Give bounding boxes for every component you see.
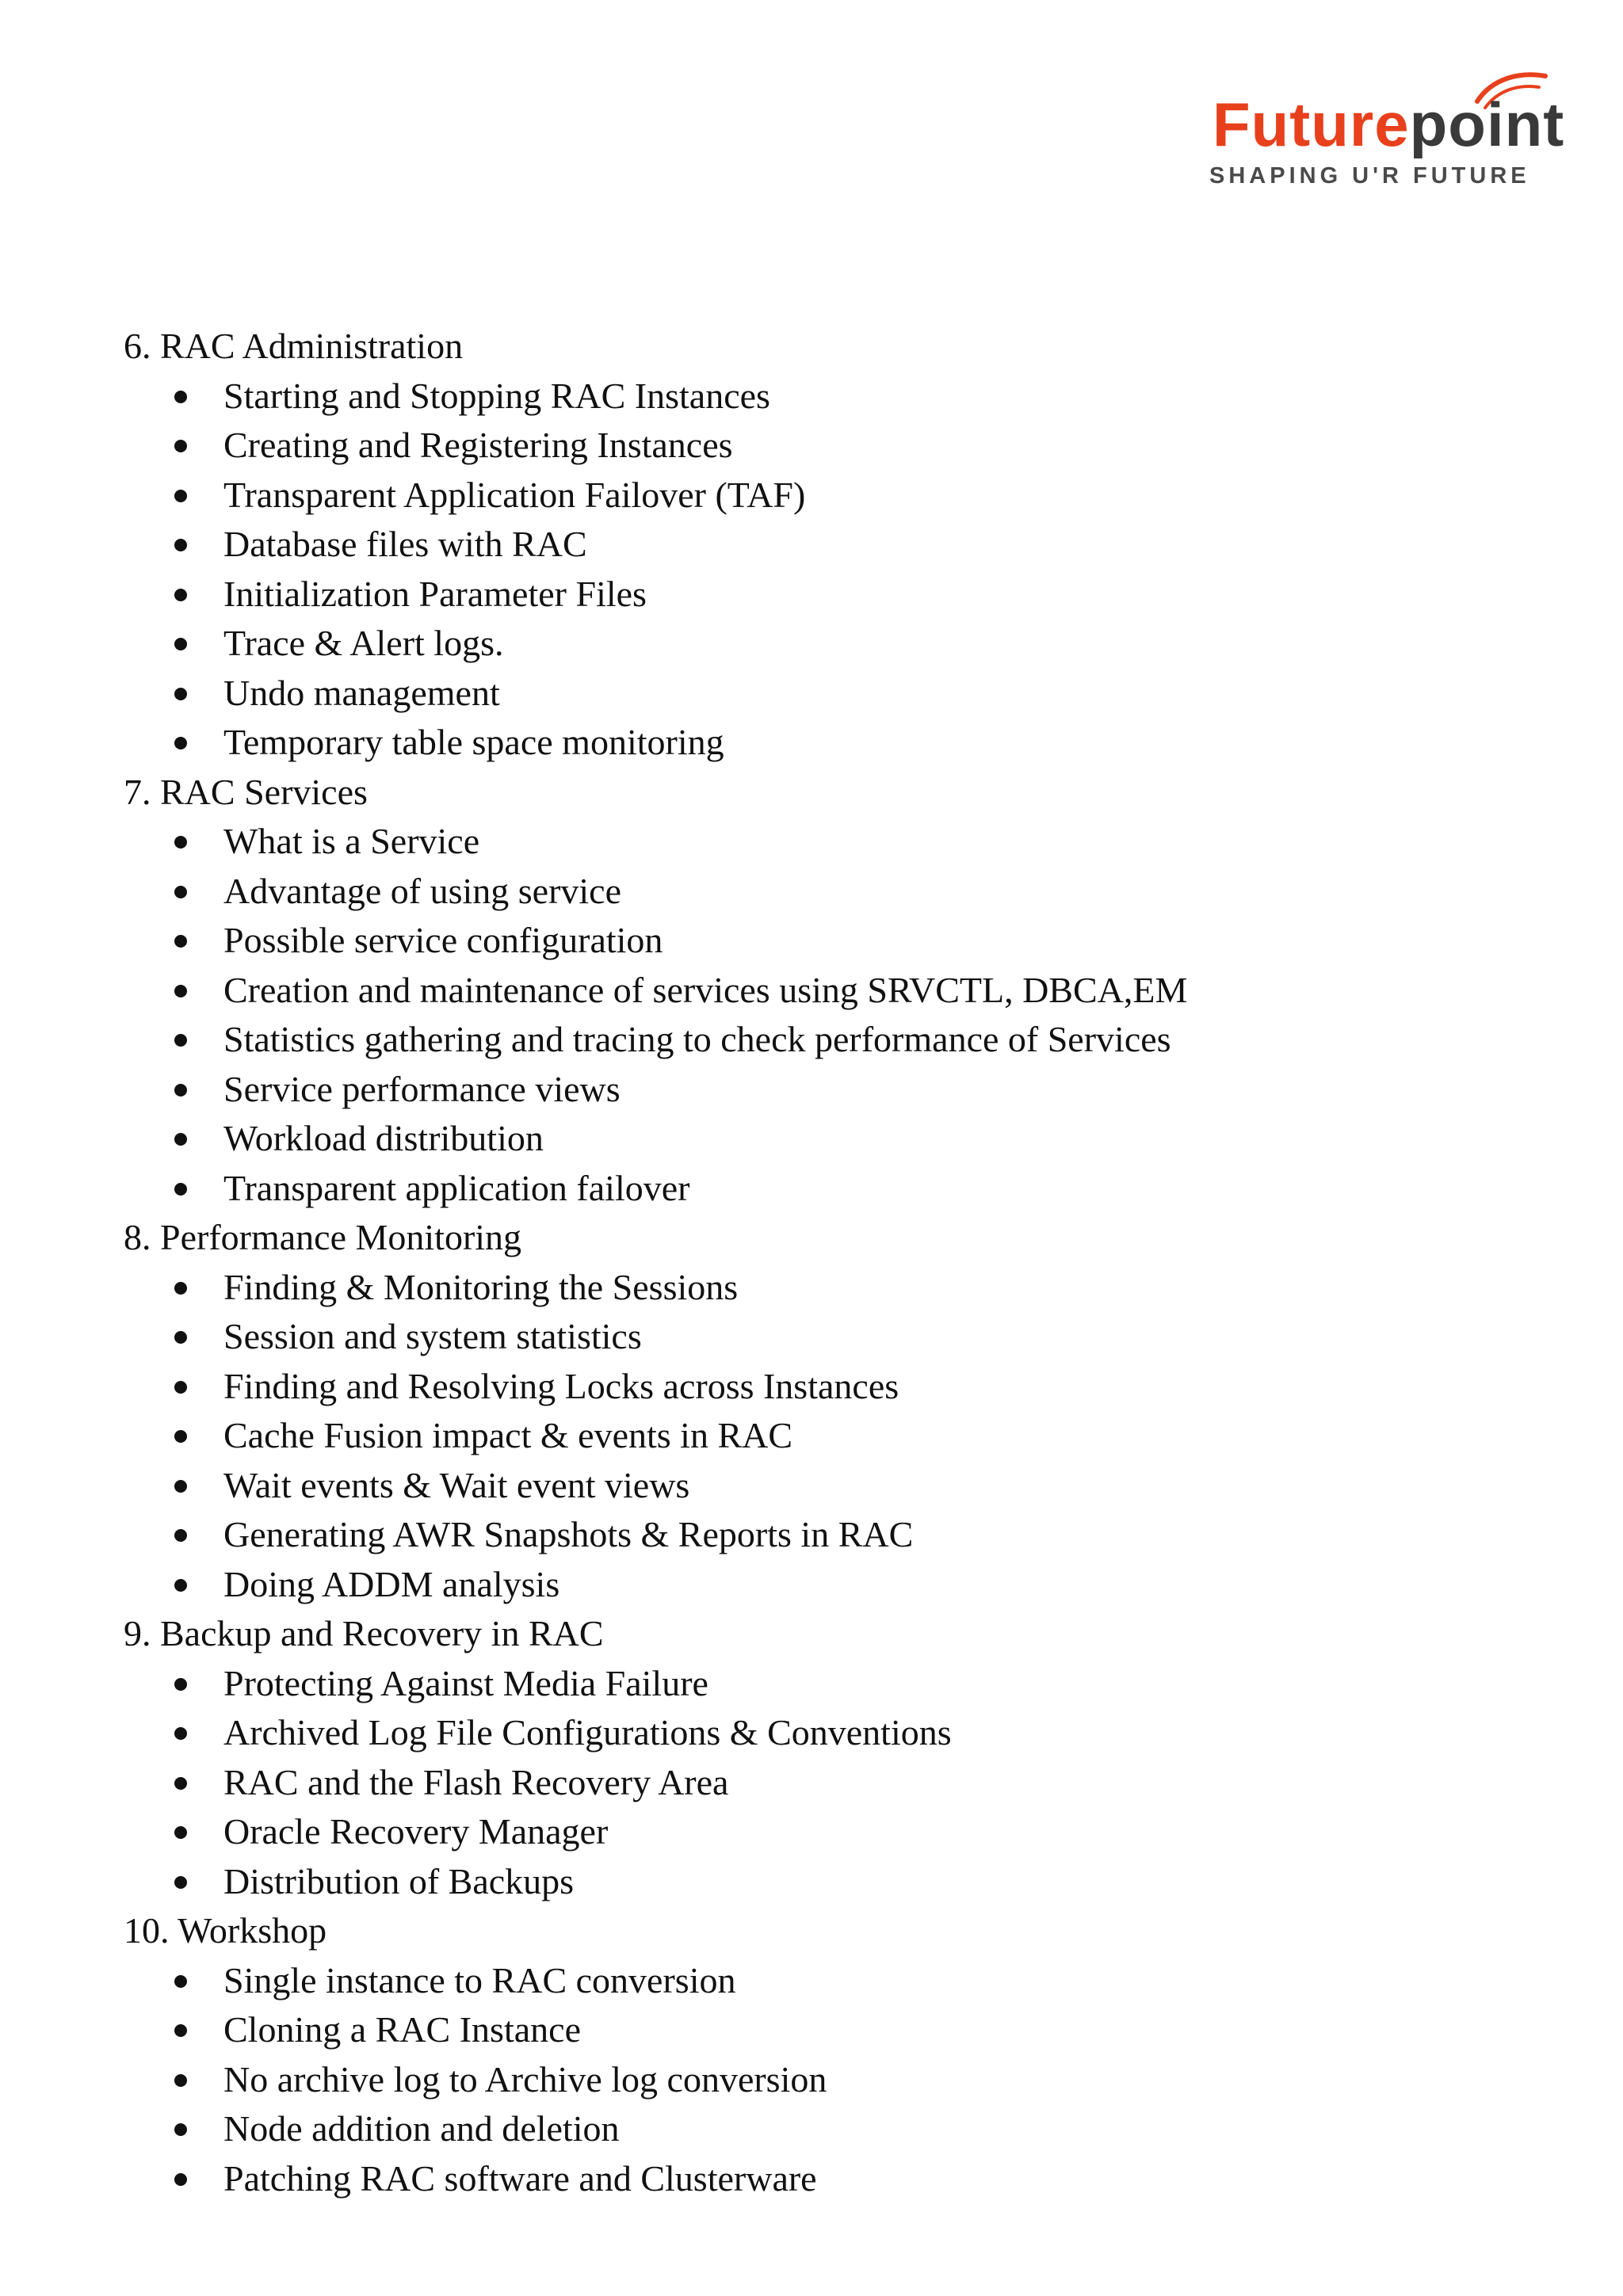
- list-item: [124, 1708, 1550, 1758]
- bullet-icon: [174, 1678, 187, 1691]
- bullet-icon: [174, 638, 187, 650]
- list-item-text: What is a Service: [223, 821, 480, 861]
- logo-wordmark: [1212, 90, 1565, 159]
- list-item: [124, 2055, 1550, 2105]
- bullet-icon: [174, 440, 187, 452]
- section-title: 7. RAC Services: [124, 771, 368, 812]
- section-title: 9. Backup and Recovery in RAC: [124, 1613, 604, 1653]
- list-item-text: Archived Log File Configurations & Conventions: [223, 1712, 952, 1753]
- list-item-text: Temporary table space monitoring: [223, 722, 724, 762]
- list-item-text: Possible service configuration: [223, 920, 663, 960]
- logo-point-text: point: [1409, 90, 1565, 159]
- list-item: [124, 1510, 1550, 1560]
- list-item: [124, 1857, 1550, 1907]
- bullet-icon: [174, 1777, 187, 1790]
- list-item: [124, 570, 1550, 620]
- bullet-icon: [174, 1381, 187, 1394]
- list-item-text: Doing ADDM analysis: [223, 1563, 560, 1604]
- list-item: [124, 1015, 1550, 1065]
- section-backup-and-recovery: [124, 1609, 1550, 1906]
- list-item: [124, 718, 1550, 768]
- bullet-icon: [174, 2173, 187, 2186]
- section-rac-administration: [124, 322, 1550, 768]
- bullet-list: [124, 1659, 1550, 1907]
- list-item-text: Finding and Resolving Locks across Instances: [223, 1365, 899, 1406]
- list-item-text: Distribution of Backups: [223, 1860, 575, 1901]
- list-item-text: Protecting Against Media Failure: [223, 1662, 708, 1703]
- list-item-text: Statistics gathering and tracing to check performance of Services: [223, 1019, 1171, 1059]
- list-item-text: No archive log to Archive log conversion: [223, 2058, 827, 2100]
- bullet-icon: [174, 1480, 187, 1493]
- list-item-text: Undo management: [223, 672, 500, 713]
- futurepoint-logo: [1201, 65, 1565, 200]
- list-item-text: Service performance views: [223, 1068, 621, 1109]
- list-item-text: Wait events & Wait event views: [223, 1464, 690, 1505]
- section-rac-services: [124, 768, 1550, 1214]
- list-item: [124, 867, 1550, 917]
- section-title: 6. RAC Administration: [124, 326, 464, 366]
- list-item-text: Trace & Alert logs.: [223, 623, 504, 663]
- list-item: [124, 520, 1550, 570]
- list-item-text: Finding & Monitoring the Sessions: [223, 1266, 739, 1307]
- list-item: [124, 421, 1550, 471]
- list-item: [124, 669, 1550, 719]
- bullet-icon: [174, 2024, 187, 2037]
- bullet-icon: [174, 737, 187, 749]
- bullet-icon: [174, 688, 187, 700]
- list-item-text: RAC and the Flash Recovery Area: [223, 1761, 729, 1802]
- list-item: [124, 2005, 1550, 2055]
- bullet-icon: [174, 2074, 187, 2087]
- list-item: [124, 1758, 1550, 1808]
- bullet-icon: [174, 2123, 187, 2136]
- bullet-icon: [174, 539, 187, 551]
- bullet-icon: [174, 1133, 187, 1146]
- list-item: [124, 1659, 1550, 1709]
- bullet-icon: [174, 589, 187, 601]
- list-item-text: Session and system statistics: [223, 1316, 642, 1356]
- list-item: [124, 2104, 1550, 2154]
- section-title: 10. Workshop: [124, 1910, 327, 1951]
- list-item-text: Generating AWR Snapshots & Reports in RAC: [223, 1514, 914, 1554]
- bullet-icon: [174, 1529, 187, 1542]
- bullet-icon: [174, 836, 187, 849]
- bullet-icon: [174, 1876, 187, 1889]
- list-item: [124, 916, 1550, 966]
- list-item-text: Oracle Recovery Manager: [223, 1811, 609, 1852]
- bullet-icon: [174, 490, 187, 502]
- bullet-icon: [174, 1826, 187, 1839]
- list-item: [124, 1164, 1550, 1214]
- list-item-text: Creating and Registering Instances: [223, 425, 733, 465]
- bullet-icon: [174, 1183, 187, 1196]
- list-item-text: Workload distribution: [223, 1118, 544, 1158]
- course-outline: [124, 322, 1550, 2203]
- list-item: [124, 1807, 1550, 1857]
- list-item-text: Advantage of using service: [223, 870, 622, 911]
- bullet-list: [124, 817, 1550, 1213]
- list-item-text: Cloning a RAC Instance: [223, 2009, 581, 2050]
- list-item-text: Initialization Parameter Files: [223, 573, 647, 614]
- list-item: [124, 1065, 1550, 1115]
- bullet-icon: [174, 886, 187, 898]
- list-item: [124, 1411, 1550, 1461]
- section-workshop: [124, 1906, 1550, 2203]
- list-item-text: Patching RAC software and Clusterware: [223, 2157, 817, 2199]
- bullet-icon: [174, 1331, 187, 1344]
- bullet-icon: [174, 1430, 187, 1443]
- list-item-text: Database files with RAC: [223, 524, 587, 564]
- list-item: [124, 1362, 1550, 1412]
- list-item: [124, 1560, 1550, 1610]
- bullet-icon: [174, 1034, 187, 1047]
- bullet-icon: [174, 1282, 187, 1295]
- bullet-icon: [174, 935, 187, 948]
- logo-tagline: SHAPING U'R FUTURE: [1209, 163, 1530, 189]
- section-title: 8. Performance Monitoring: [124, 1217, 522, 1257]
- list-item: [124, 1461, 1550, 1511]
- list-item: [124, 1956, 1550, 2006]
- list-item: [124, 1114, 1550, 1164]
- list-item: [124, 2154, 1550, 2204]
- list-item-text: Starting and Stopping RAC Instances: [223, 375, 770, 416]
- list-item: [124, 471, 1550, 521]
- list-item-text: Transparent application failover: [223, 1167, 690, 1208]
- logo-future-text: Future: [1212, 90, 1410, 159]
- list-item-text: Single instance to RAC conversion: [223, 1959, 736, 2000]
- list-item-text: Node addition and deletion: [223, 2108, 620, 2149]
- bullet-icon: [174, 391, 187, 403]
- list-item-text: Cache Fusion impact & events in RAC: [223, 1415, 793, 1455]
- bullet-list: [124, 372, 1550, 768]
- list-item: [124, 372, 1550, 421]
- list-item: [124, 1312, 1550, 1362]
- list-item: [124, 966, 1550, 1016]
- bullet-list: [124, 1263, 1550, 1610]
- bullet-list: [124, 1956, 1550, 2204]
- list-item: [124, 1263, 1550, 1313]
- bullet-icon: [174, 1579, 187, 1592]
- bullet-icon: [174, 1727, 187, 1740]
- bullet-icon: [174, 985, 187, 997]
- bullet-icon: [174, 1084, 187, 1097]
- bullet-icon: [174, 1975, 187, 1988]
- list-item-text: Transparent Application Failover (TAF): [223, 474, 806, 515]
- list-item: [124, 619, 1550, 669]
- list-item-text: Creation and maintenance of services using SRVCTL, DBCA,EM: [223, 969, 1188, 1010]
- list-item: [124, 817, 1550, 867]
- section-performance-monitoring: [124, 1213, 1550, 1609]
